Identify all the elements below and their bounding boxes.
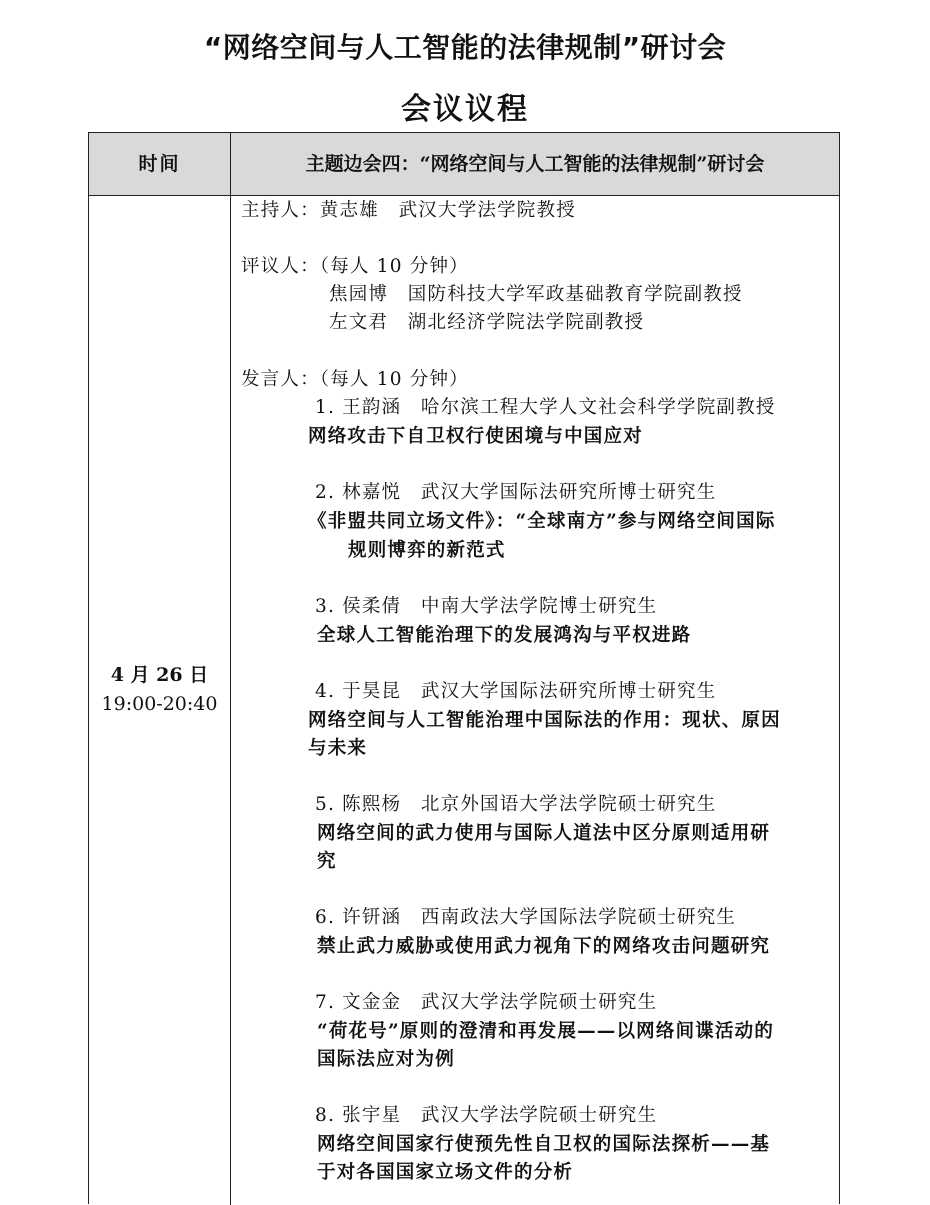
speaker-topic: 网络攻击下自卫权行使困境与中国应对 <box>308 426 643 447</box>
speaker-name: 1. 王韵涵 哈尔滨工程大学人文社会科学学院副教授 <box>315 397 776 418</box>
speaker-name: 2. 林嘉悦 武汉大学国际法研究所博士研究生 <box>315 482 717 503</box>
speaker-topic: 与未来 <box>308 738 368 759</box>
reviewer-item: 左文君 湖北经济学院法学院副教授 <box>329 312 645 333</box>
speaker-topic: 《非盟共同立场文件》：“全球南方”参与网络空间国际 <box>308 511 776 532</box>
host-line: 主持人：黄志雄 武汉大学法学院教授 <box>241 200 576 221</box>
speaker-name: 7. 文金金 武汉大学法学院硕士研究生 <box>315 992 658 1013</box>
document-title: “网络空间与人工智能的法律规制”研讨会 <box>203 31 727 64</box>
speaker-topic: 国际法应对为例 <box>317 1049 455 1070</box>
header-time: 时间 <box>138 153 181 175</box>
header-topic: 主题边会四：“网络空间与人工智能的法律规制”研讨会 <box>305 153 765 175</box>
speaker-name: 8. 张宇星 武汉大学法学院硕士研究生 <box>315 1105 658 1126</box>
speaker-name: 3. 侯柔倩 中南大学法学院博士研究生 <box>315 596 658 617</box>
speaker-topic: 禁止武力威胁或使用武力视角下的网络攻击问题研究 <box>317 936 771 957</box>
speaker-topic: “荷花号”原则的澄清和再发展——以网络间谍活动的 <box>317 1021 775 1042</box>
speaker-topic: 网络空间国家行使预先性自卫权的国际法探析——基 <box>317 1134 771 1155</box>
agenda-table <box>88 132 840 1204</box>
speaker-name: 5. 陈熙杨 北京外国语大学法学院硕士研究生 <box>315 794 717 815</box>
speaker-name: 4. 于昊昆 武汉大学国际法研究所博士研究生 <box>315 681 717 702</box>
column-divider <box>230 133 231 1205</box>
speaker-topic: 究 <box>317 851 337 872</box>
time-cell <box>89 661 230 719</box>
session-date: 4 月 26 日 <box>110 664 209 686</box>
reviewer-item: 焦园博 国防科技大学军政基础教育学院副教授 <box>329 284 743 305</box>
document-subtitle: 会议议程 <box>401 92 529 127</box>
session-time: 19:00-20:40 <box>101 693 218 715</box>
speaker-name: 6. 许钘涵 西南政法大学国际法学院硕士研究生 <box>315 907 737 928</box>
speaker-topic: 规则博弈的新范式 <box>348 540 506 561</box>
speaker-topic: 网络空间与人工智能治理中国际法的作用：现状、原因 <box>308 710 781 731</box>
speaker-topic: 全球人工智能治理下的发展鸿沟与平权进路 <box>317 625 692 646</box>
speaker-topic: 网络空间的武力使用与国际人道法中区分原则适用研 <box>317 823 771 844</box>
reviewers-heading: 评议人：（每人 10 分钟） <box>241 256 469 277</box>
speaker-topic: 于对各国国家立场文件的分析 <box>317 1162 574 1183</box>
speakers-heading: 发言人：（每人 10 分钟） <box>241 369 469 390</box>
